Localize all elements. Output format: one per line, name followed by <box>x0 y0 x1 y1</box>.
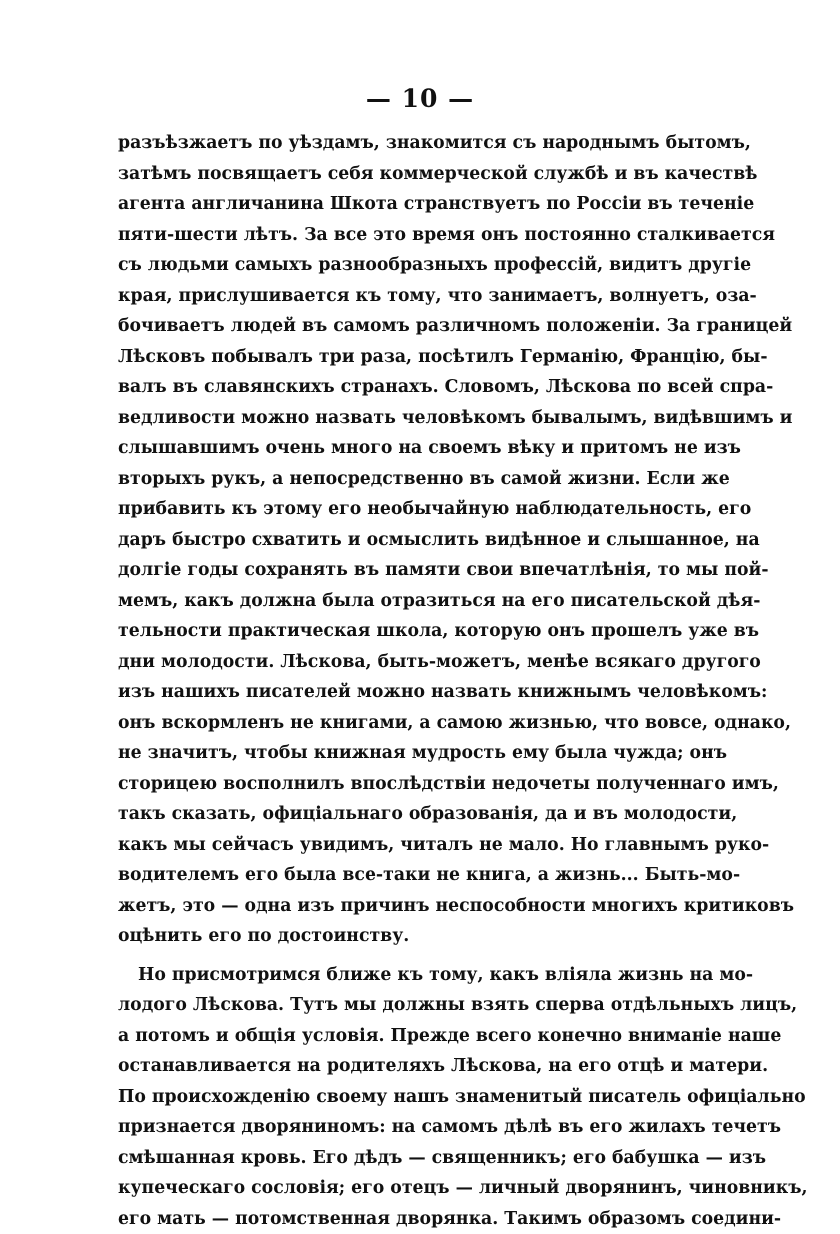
text-line: прибавить къ этому его необычайную наблюдательность, его <box>118 494 708 525</box>
text-line: мемъ, какъ должна была отразиться на его писательской дѣя- <box>118 586 708 617</box>
text-line: останавливается на родителяхъ Лѣскова, на его отцѣ и матери. <box>118 1051 708 1082</box>
text-line: съ людьми самыхъ разнообразныхъ профессій, видитъ другіе <box>118 250 708 281</box>
text-line: пяти-шести лѣтъ. За все это время онъ постоянно сталкивается <box>118 220 708 251</box>
paragraph-2 <box>118 960 708 1234</box>
text-line: затѣмъ посвящаетъ себя коммерческой службѣ и въ качествѣ <box>118 159 708 190</box>
text-line: разъѣзжаетъ по уѣздамъ, знакомится съ народнымъ бытомъ, <box>118 128 708 159</box>
text-line: слышавшимъ очень много на своемъ вѣку и притомъ не изъ <box>118 433 708 464</box>
page-number: — 10 — <box>0 84 840 113</box>
text-line: Лѣсковъ побывалъ три раза, посѣтилъ Германію, Францію, бы- <box>118 342 708 373</box>
body-text <box>118 128 708 1234</box>
text-line: бочиваетъ людей въ самомъ различномъ положеніи. За границей <box>118 311 708 342</box>
text-line: какъ мы сейчасъ увидимъ, читалъ не мало. Но главнымъ руко- <box>118 830 708 861</box>
text-line: жетъ, это — одна изъ причинъ неспособности многихъ критиковъ <box>118 891 708 922</box>
text-line: купеческаго сословія; его отецъ — личный дворянинъ, чиновникъ, <box>118 1173 708 1204</box>
text-line: края, прислушивается къ тому, что занимаетъ, волнуетъ, оза- <box>118 281 708 312</box>
text-line: оцѣнить его по достоинству. <box>118 921 708 952</box>
text-line: валъ въ славянскихъ странахъ. Словомъ, Лѣскова по всей спра- <box>118 372 708 403</box>
text-line: водителемъ его была все-таки не книга, а жизнь... Быть-мо- <box>118 860 708 891</box>
text-line: сторицею восполнилъ впослѣдствіи недочеты полученнаго имъ, <box>118 769 708 800</box>
text-line: тельности практическая школа, которую онъ прошелъ уже въ <box>118 616 708 647</box>
text-line: агента англичанина Шкота странствуетъ по Россіи въ теченіе <box>118 189 708 220</box>
text-line: лодого Лѣскова. Тутъ мы должны взять сперва отдѣльныхъ лицъ, <box>118 990 708 1021</box>
text-line: даръ быстро схватить и осмыслить видѣнное и слышанное, на <box>118 525 708 556</box>
text-line: вторыхъ рукъ, а непосредственно въ самой жизни. Если же <box>118 464 708 495</box>
text-line: изъ нашихъ писателей можно назвать книжнымъ человѣкомъ: <box>118 677 708 708</box>
text-line: ведливости можно назвать человѣкомъ бывалымъ, видѣвшимъ и <box>118 403 708 434</box>
text-line: долгіе годы сохранять въ памяти свои впечатлѣнія, то мы пой- <box>118 555 708 586</box>
text-line: дни молодости. Лѣскова, быть-можетъ, менѣе всякаго другого <box>118 647 708 678</box>
text-line: онъ вскормленъ не книгами, а самою жизнью, что вовсе, однако, <box>118 708 708 739</box>
text-line: смѣшанная кровь. Его дѣдъ — священникъ; его бабушка — изъ <box>118 1143 708 1174</box>
text-line: не значитъ, чтобы книжная мудрость ему была чужда; онъ <box>118 738 708 769</box>
text-line: его мать — потомственная дворянка. Такимъ образомъ соедини- <box>118 1204 708 1234</box>
text-line: такъ сказать, офиціальнаго образованія, да и въ молодости, <box>118 799 708 830</box>
text-line: а потомъ и общія условія. Прежде всего конечно вниманіе наше <box>118 1021 708 1052</box>
paragraph-gap <box>118 952 708 960</box>
text-line: Но присмотримся ближе къ тому, какъ вліяла жизнь на мо- <box>118 960 708 991</box>
paragraph-1 <box>118 128 708 952</box>
text-line: признается дворяниномъ: на самомъ дѣлѣ въ его жилахъ течетъ <box>118 1112 708 1143</box>
text-line: По происхожденію своему нашъ знаменитый писатель офиціально <box>118 1082 708 1113</box>
